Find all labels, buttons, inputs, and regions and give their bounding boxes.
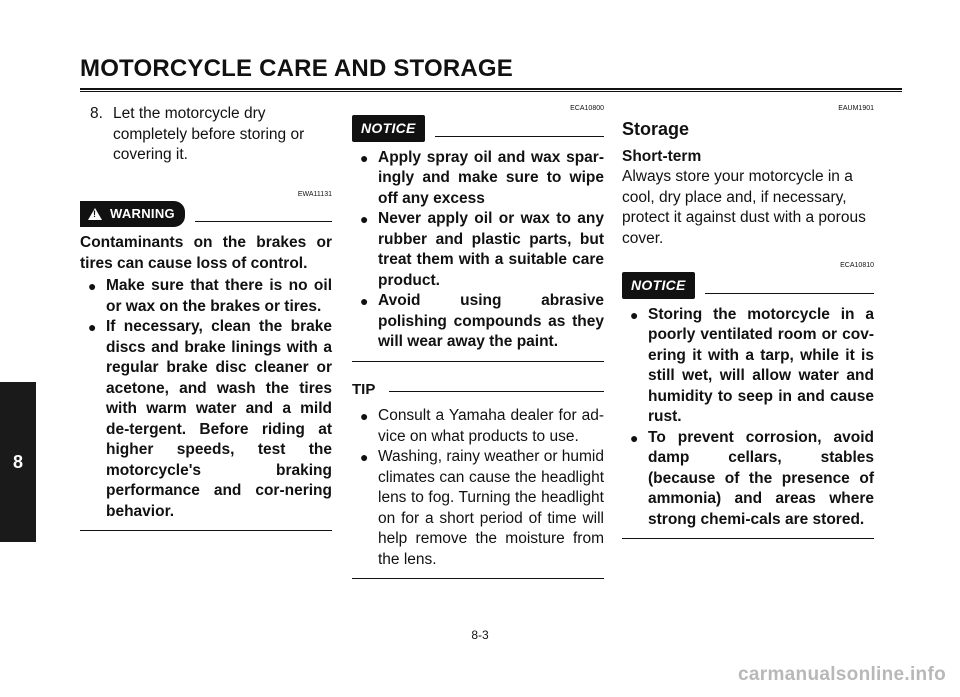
column-1 xyxy=(80,104,332,531)
page-number: 8-3 xyxy=(471,628,489,642)
notice-badge: NOTICE xyxy=(622,272,695,299)
notice-badge: NOTICE xyxy=(352,115,425,142)
warning-label: WARNING xyxy=(110,205,175,221)
watermark: carmanualsonline.info xyxy=(738,664,946,685)
list-item: ● To prevent corrosion, avoid damp cellars, stables (because of the presence of ammonia) and areas where strong chemi-cals are stored. xyxy=(622,428,874,531)
bullet-dot-icon: ● xyxy=(360,211,369,227)
step-text: Let the motorcycle dry completely before storing or covering it. xyxy=(113,105,305,163)
tip-label: TIP xyxy=(352,380,376,398)
header-rule xyxy=(80,88,902,90)
notice-end-rule xyxy=(352,361,604,362)
notice-bullets xyxy=(622,305,874,531)
tip-banner-line xyxy=(389,391,604,392)
list-item: ● Make sure that there is no oil or wax on the brakes or tires. xyxy=(80,276,332,317)
bullet-dot-icon: ● xyxy=(360,449,369,465)
notice-banner xyxy=(622,272,874,299)
warning-banner xyxy=(80,201,332,228)
section-title: Storage xyxy=(622,119,690,139)
bullet-dot-icon: ● xyxy=(88,278,97,294)
list-item: ● If necessary, clean the brake discs and brake linings with a regular brake disc cleaner or acetone, and wash the tires with warm water and a mild de-tergent. Before riding at higher speeds, test the motorcycle's braking performance and cor-nering behavior. xyxy=(80,317,332,522)
warning-triangle-icon: ! xyxy=(88,208,102,220)
notice-code: ECA10810 xyxy=(840,262,874,269)
section-code: EAUM1901 xyxy=(838,105,874,112)
list-item: ● Never apply oil or wax to any rubber and plastic parts, but treat them with a suitable care product. xyxy=(352,209,604,291)
page-title: MOTORCYCLE CARE AND STORAGE xyxy=(80,55,513,82)
warning-bullets xyxy=(80,276,332,522)
notice-banner-line xyxy=(435,136,604,137)
warning-banner-line xyxy=(195,221,332,222)
list-item: ● Consult a Yamaha dealer for ad-vice on what products to use. xyxy=(352,406,604,447)
notice-bullets xyxy=(352,148,604,353)
notice-code: ECA10800 xyxy=(570,105,604,112)
tip-bullets xyxy=(352,406,604,570)
storage-paragraph: Always store your motorcycle in a cool, dry place and, if necessary, protect it against dust with a porous cover. xyxy=(622,168,866,247)
notice-banner-line xyxy=(705,293,874,294)
list-item: ● Avoid using abrasive polishing compounds as they will wear away the paint. xyxy=(352,291,604,353)
warning-code: EWA11131 xyxy=(297,190,332,198)
list-item: ● Apply spray oil and wax spar-ingly and make sure to wipe off any excess xyxy=(352,148,604,210)
bullet-dot-icon: ● xyxy=(360,293,369,309)
column-2 xyxy=(352,104,604,579)
tip-end-rule xyxy=(352,578,604,579)
step-8 xyxy=(80,104,332,166)
bullet-dot-icon: ● xyxy=(360,149,369,166)
bullet-dot-icon: ● xyxy=(630,306,639,323)
tip-banner xyxy=(352,380,604,401)
warning-end-rule xyxy=(80,530,332,531)
notice-banner xyxy=(352,115,604,142)
chapter-tab: 8 xyxy=(0,382,36,542)
warning-badge xyxy=(80,201,185,228)
bullet-dot-icon: ● xyxy=(630,429,639,446)
step-number: 8. xyxy=(90,105,103,122)
list-item: ● Washing, rainy weather or humid climates can cause the headlight lens to fog. Turning the headlight on for a short period of time will help remove the moisture from the lens. xyxy=(352,447,604,570)
list-item: ● Storing the motorcycle in a poorly ventilated room or cov-ering it with a tarp, while it is still wet, will allow water and humidity to seep in and cause rust. xyxy=(622,305,874,428)
bullet-dot-icon: ● xyxy=(88,319,97,335)
bullet-dot-icon: ● xyxy=(360,408,369,424)
column-3 xyxy=(622,104,874,539)
notice-end-rule xyxy=(622,538,874,539)
subsection-title: Short-term xyxy=(622,148,702,165)
warning-lead: Contaminants on the brakes or tires can cause loss of control. xyxy=(80,234,332,272)
header-rule-thin xyxy=(80,91,902,92)
